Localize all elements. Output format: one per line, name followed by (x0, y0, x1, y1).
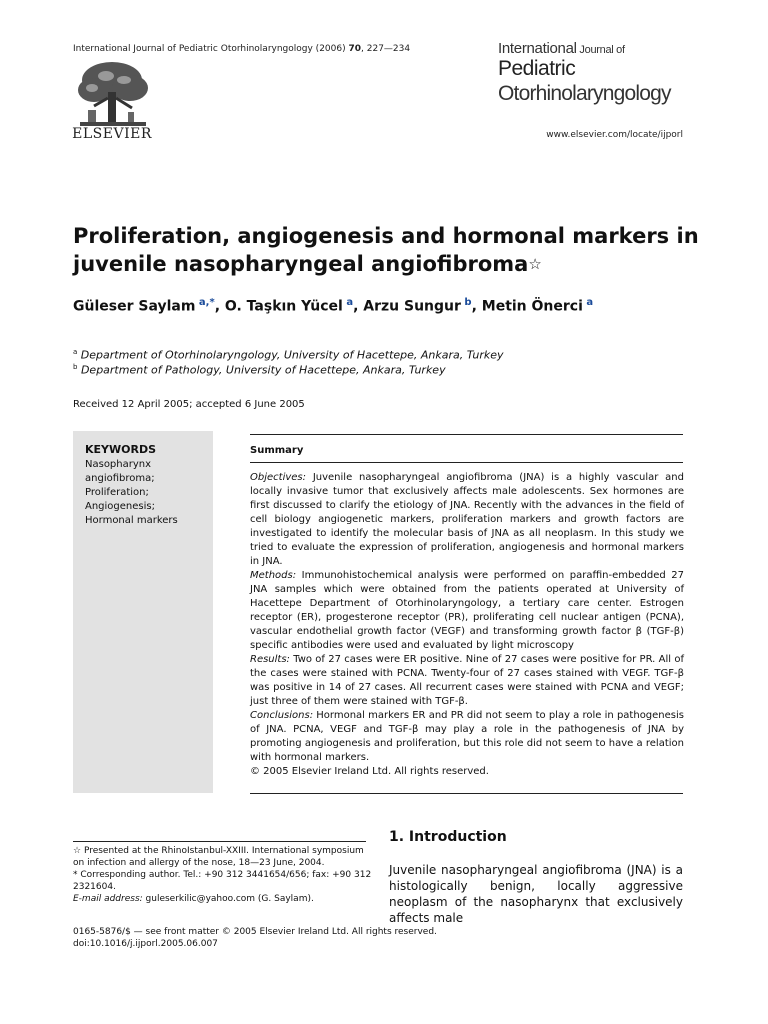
abstract-body (250, 471, 684, 779)
abstract-top-rule (250, 434, 683, 435)
author-affiliation-mark[interactable]: b (460, 297, 472, 308)
abstract-objectives: Objectives: Juvenile nasopharyngeal angiofibroma (JNA) is a highly vascular and locally invasive tumor that exclusively affects male adolescents. Sex hormones are first discussed to clarify the etiology of JNA. Recently with the advances in the field of cell biology angiogenetic markers, proliferation markers and growth factors are investigated to identify the molecular basis of JNA as all neoplasm. In this study we tried to evaluate the expression of proliferation, angiogenesis and hormonal markers in JNA. (250, 472, 684, 567)
author-affiliation-mark[interactable]: a,* (195, 297, 215, 308)
author-name: Güleser Saylam (73, 298, 196, 315)
footnote-presented: ☆ Presented at the RhinoIstanbul-XXIII. International symposium on infection and allergy of the nose, 18—23 June, 2004. (73, 846, 364, 868)
keyword-item: Hormonal markers (85, 515, 178, 526)
abstract-methods: Methods: Immunohistochemical analysis were performed on paraffin-embedded 27 JNA samples which were obtained from the patients operated at University of Hacettepe Department of Otorhinolaryngology, a tertiary care center. Estrogen receptor (ER), progesterone receptor (PR), proliferating cell nuclear antigen (PCNA), vascular endothelial growth factor (VEGF) and transforming growth factor β (TGF-β) specific antibodies were used and evaluated by light microscopy (250, 570, 684, 651)
keyword-item: Nasopharynx (85, 459, 152, 470)
author-affiliation-mark[interactable]: a (342, 297, 354, 308)
affiliation: $^a$ Department of Otorhinolaryngology, University of Hacettepe, Ankara, Turkey (73, 348, 504, 362)
abstract-results: Results: Two of 27 cases were ER positive. Nine of 27 cases were positive for PR. All of the cases were stained with PCNA. Twenty-four of 27 cases stained with VEGF. TGF-β was positive in 14 of 27 cases. All recurrent cases were stained with PCNA and VEGF; just three of them were stained with TGF-β. (250, 654, 684, 707)
journal-title-line1: International Journal of (498, 40, 625, 57)
abstract-copyright: © 2005 Elsevier Ireland Ltd. All rights reserved. (250, 766, 489, 777)
issn-line: 0165-5876/$ — see front matter © 2005 Elsevier Ireland Ltd. All rights reserved. (73, 927, 437, 937)
summary-rule (250, 462, 683, 463)
author-name: Metin Önerci (481, 298, 583, 315)
footnote-corresponding: * Corresponding author. Tel.: +90 312 3441654/656; fax: +90 312 2321604. (73, 870, 372, 892)
abstract-bottom-rule (250, 793, 683, 794)
footnote-rule (73, 841, 366, 842)
doi-line[interactable]: doi:10.1016/j.ijporl.2005.06.007 (73, 939, 218, 949)
article-title: Proliferation, angiogenesis and hormonal markers in juvenile nasopharyngeal angiofibroma☆ (73, 224, 699, 276)
journal-volume: 70 (348, 44, 362, 54)
keyword-item: angiofibroma; (85, 473, 155, 484)
journal-title-line2: Pediatric (498, 57, 576, 80)
received-dates: Received 12 April 2005; accepted 6 June 2005 (73, 399, 305, 410)
journal-citation: International Journal of Pediatric Otorhinolaryngology (2006) 70, 227—234 (73, 44, 411, 54)
footnotes (73, 845, 373, 905)
keywords-heading: KEYWORDS (85, 443, 157, 456)
keyword-item: Proliferation; (85, 487, 149, 498)
introduction-text: Juvenile nasopharyngeal angiofibroma (JNA) is a histologically benign, locally aggressive neoplasm of the nasopharynx that exclusively affects male (389, 863, 683, 925)
journal-title-line3: Otorhinolaryngology (498, 82, 671, 105)
author-name: O. Taşkın Yücel (224, 298, 343, 315)
title-footnote-mark[interactable]: ☆ (528, 255, 542, 273)
keyword-item: Angiogenesis; (85, 501, 155, 512)
affiliation: $^b$ Department of Pathology, University of Hacettepe, Ankara, Turkey (73, 363, 446, 377)
journal-url[interactable]: www.elsevier.com/locate/ijporl (546, 130, 683, 140)
issn-doi-block (73, 926, 437, 950)
author-name: Arzu Sungur (363, 298, 461, 315)
email-link[interactable]: guleserkilic@yahoo.com (G. Saylam). (142, 894, 314, 904)
introduction-heading: 1. Introduction (389, 829, 507, 845)
keywords-list (85, 458, 178, 528)
publisher-name: ELSEVIER (72, 126, 152, 142)
abstract-conclusions: Conclusions: Hormonal markers ER and PR did not seem to play a role in pathogenesis of JNA. PCNA, VEGF and TGF-β may play a role in the pathogenesis of JNA by promoting angiogenesis and proliferation, but this role did not seem to have a relation with hormonal markers. (250, 710, 684, 763)
author-affiliation-mark[interactable]: a (582, 297, 594, 308)
summary-heading: Summary (250, 445, 304, 456)
footnote-email: E-mail address: guleserkilic@yahoo.com (G. Saylam). (73, 894, 314, 904)
author-list: Güleser Saylam $^{a,*}$, O. Taşkın Yücel $^a$, Arzu Sungur $^b$, Metin Önerci $^a$ (73, 297, 594, 315)
